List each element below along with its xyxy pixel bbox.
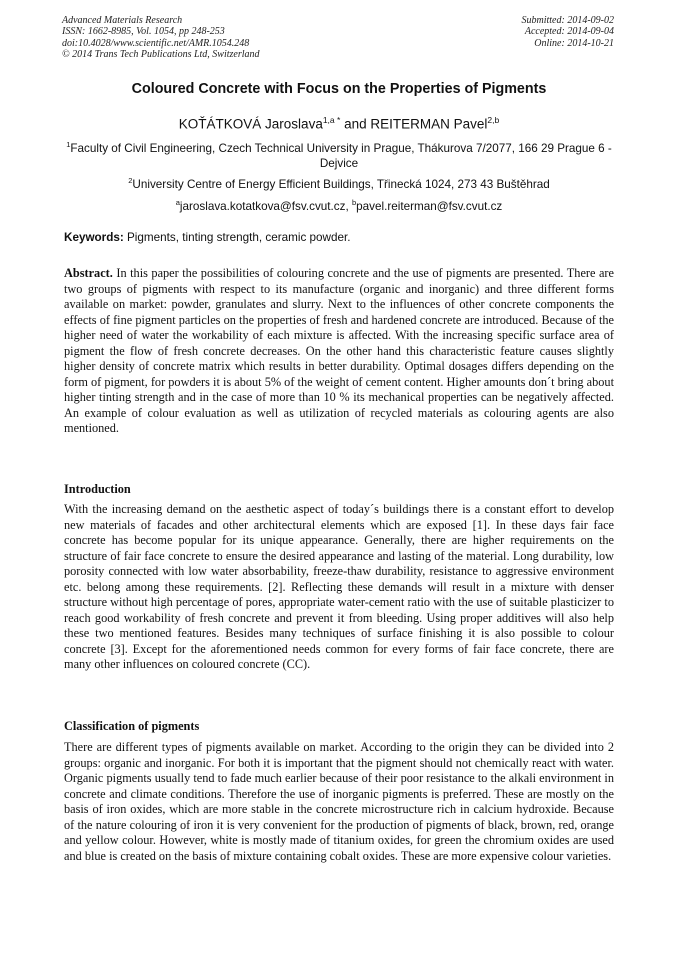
author-2: REITERMAN Pavel [370, 116, 488, 132]
email-b-sup: b [351, 198, 357, 207]
keywords-label: Keywords: [64, 231, 124, 244]
affiliation-1-num: 1 [66, 140, 71, 149]
affiliation-1 [60, 137, 618, 172]
abstract [64, 266, 614, 437]
author-emails [60, 195, 618, 214]
keywords [64, 231, 616, 244]
introduction-heading: Introduction [64, 482, 131, 496]
keywords-text: Pigments, tinting strength, ceramic powder. [123, 231, 351, 244]
paper-title: Coloured Concrete with Focus on the Properties of Pigments [131, 81, 547, 97]
journal-name: Advanced Materials Research [62, 15, 183, 26]
affiliation-2 [60, 173, 618, 192]
email-b: pavel.reiterman@fsv.cvut.cz [356, 199, 503, 213]
doi-line: doi:10.4028/www.scientific.net/AMR.1054.248 [62, 37, 250, 49]
abstract-text: In this paper the possibilities of colouring concrete and the use of pigments are presented. There are two groups of pigments with respect to its manufacture (organic and inorganic) and three different forms available on market: powder, granulates and slurry. Next to the influences of other concrete components the effects of fine pigment particles on the properties of fresh and hardened concrete are introduced. Because of the higher need of water the workability of each mixture is affected. With the increasing specific surface area of pigment the flow of fresh concrete decreases. On the other hand this characteristic feature causes slightly higher density of concrete matrix which results in better durability. Optimal dosages differs depending on the form of pigment, for powders it is about 5% of the weight of cement content. Higher amounts don´t bring about higher tinting strength and in the case of more than 10 % its mechanical properties can be negatively affected. An example of colour evaluation as well as utilization of recycled materials as colouring agents are also mentioned. [64, 266, 614, 436]
publication-dates [522, 15, 615, 49]
affiliation-1-text: Faculty of Civil Engineering, Czech Technical University in Prague, Thákurova 7/2077, 166 29 Prague 6 - Dejvice [70, 141, 612, 171]
classification-heading: Classification of pigments [64, 719, 200, 733]
abstract-label: Abstract. [64, 266, 113, 280]
author-1-sup: 1,a * [322, 115, 341, 125]
issn-line: ISSN: 1662-8985, Vol. 1054, pp 248-253 [62, 26, 225, 38]
classification-body: There are different types of pigments available on market. According to the origin they can be divided into 2 groups: organic and inorganic. For both it is important that the pigment should not chemically react with water. Organic pigments usually tend to fade much earlier because of their poor resistance to the alkali environment in concrete and climate conditions. Therefore the use of inorganic pigments is preferred. These are mostly on the basis of iron oxides, which are more stable in the concrete microstructure rich in calcium hydroxide. Because of the nature colouring of iron it is very convenient for the production of pigments of black, brown, red, orange and yellow colour. However, white is mostly made of titanium oxides, for green the chromium oxides are used and blue is created on the basis of mixture containing cobalt oxides. These are more expensive colour varieties. [64, 740, 614, 863]
affiliation-2-text: University Centre of Energy Efficient Buildings, Třinecká 1024, 273 43 Buštěhrad [132, 177, 550, 191]
author-2-sup: 2,b [487, 115, 500, 125]
copyright-line: © 2014 Trans Tech Publications Ltd, Switzerland [62, 49, 260, 61]
accepted-date: Accepted: 2014-09-04 [524, 26, 614, 38]
email-a: jaroslava.kotatkova@fsv.cvut.cz, [179, 199, 352, 213]
introduction-body: With the increasing demand on the aesthetic aspect of today´s buildings there is a constant effort to develop new materials of facades and other architectural elements which are exposed [1]. In these days fair face concrete has become popular for its unique appearance. Generally, there are higher requirements on the structure of fair face concrete to ensure the desired appearance and lasting of the material. Long durability, low porosity connected with low water absorbability, freeze-thaw durability, resistance to aggressive environment etc. belong among these requirements. [2]. Reflecting these demands will result in a mixture with denser structure without high percentage of pores, appropriate water-cement ratio with the use of suitable plasticizer to reach good workability of fresh concrete and prevent it from bleeding. Using proper additives will also help these two mentioned features. Besides many techniques of surface finishing it is also possible to colour concrete [3]. Except for the aforementioned needs common for every forms of fair face concrete, there are many other influences on coloured concrete (CC). [64, 502, 614, 672]
online-date: Online: 2014-10-21 [534, 37, 614, 49]
publication-info [62, 15, 260, 61]
submitted-date: Submitted: 2014-09-02 [521, 15, 614, 26]
email-a-sup: a [175, 198, 180, 207]
author-conjunction: and [340, 116, 371, 132]
affiliation-2-num: 2 [128, 176, 133, 185]
author-1: KOŤÁTKOVÁ Jaroslava [178, 116, 323, 132]
author-line [0, 115, 678, 132]
